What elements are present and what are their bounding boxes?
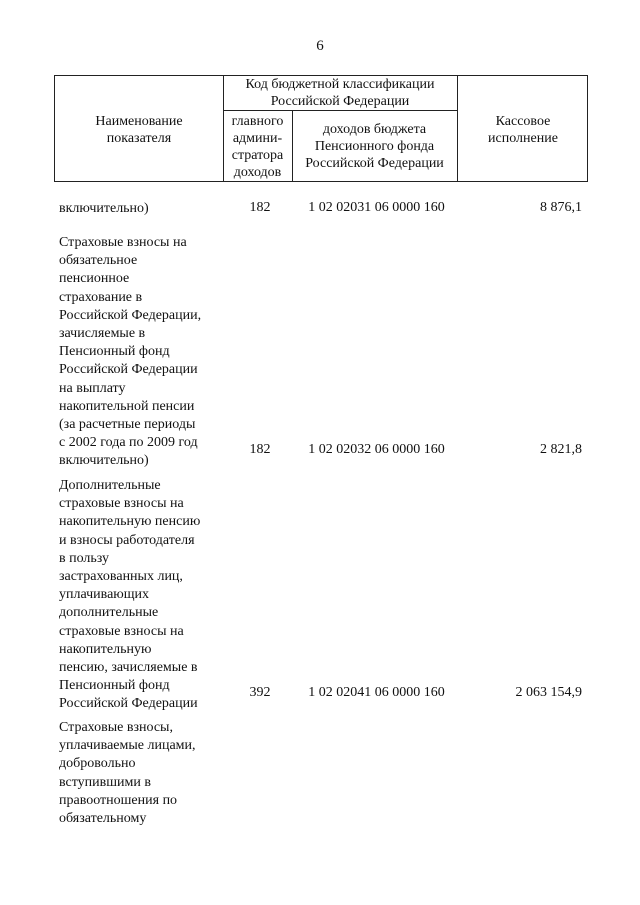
row-4-name: Страховые взносы, уплачиваемые лицами, добровольно вступившими в правоотношения по обязательному [59, 720, 196, 827]
header-amount: Кассовое исполнение [488, 113, 558, 146]
row-1-amount: 8 876,1 [540, 200, 582, 215]
row-1-code: 1 02 02031 06 0000 160 [308, 200, 445, 215]
header-name: Наименование показателя [95, 113, 183, 146]
table-header [54, 75, 588, 182]
header-code-group: Код бюджетной классификации Российской Федерации [245, 77, 435, 109]
row-2-admin: 182 [249, 442, 271, 457]
row-2-name: Страховые взносы на обязательное пенсионное страхование в Российской Федерации, зачисляемые в Пенсионный фонд Российской Федерации на выплату накопительной пенсии (за расчетные периоды с 2002 года по 2009 год включительно) [59, 235, 202, 469]
row-2-code: 1 02 02032 06 0000 160 [308, 442, 445, 457]
row-1-admin: 182 [249, 200, 271, 215]
row-3-admin: 392 [249, 685, 271, 700]
row-3-amount: 2 063 154,9 [515, 685, 582, 700]
row-1-name: включительно) [59, 201, 149, 216]
row-3-code: 1 02 02041 06 0000 160 [308, 685, 445, 700]
page-number: 6 [316, 38, 324, 54]
header-admin: главного админи- стратора доходов [231, 113, 284, 180]
row-2-amount: 2 821,8 [540, 442, 582, 457]
row-3-name: Дополнительные страховые взносы на накопительную пенсию и взносы работодателя в пользу застрахованных лиц, уплачивающих дополнительные страховые взносы на накопительную пенсию, зачисляемые в Пенсионный фонд Российской Федерации [59, 478, 201, 712]
header-revenue: доходов бюджета Пенсионного фонда Российской Федерации [305, 122, 444, 171]
